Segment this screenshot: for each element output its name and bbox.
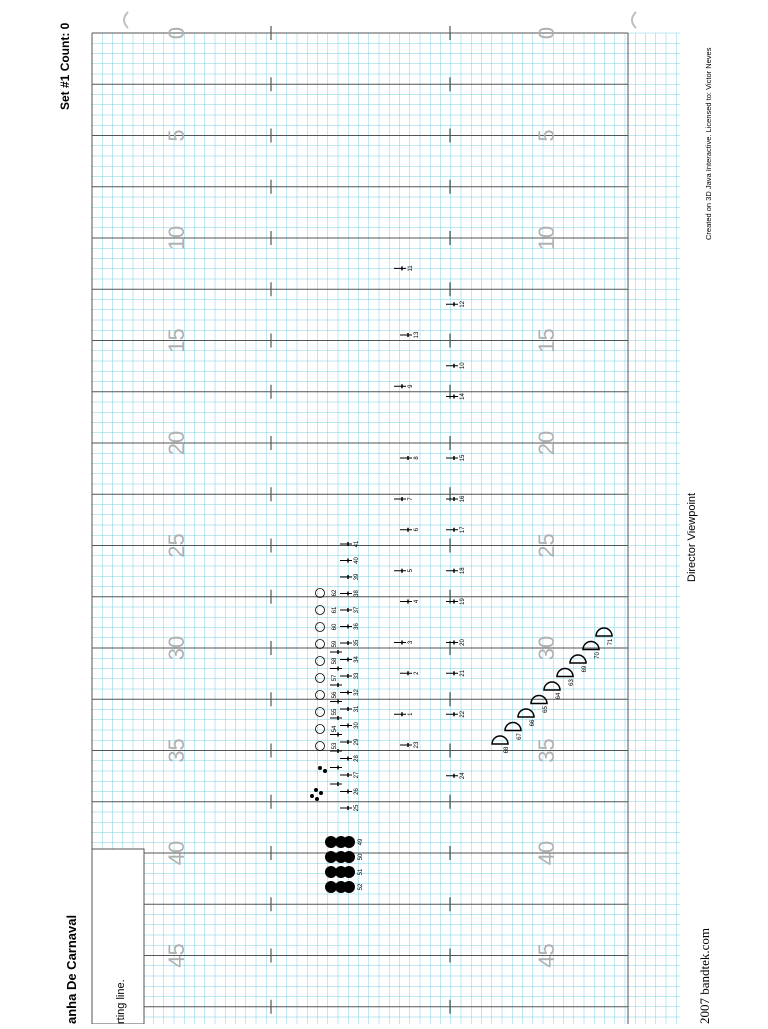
performer-label-16: 16 — [460, 495, 466, 503]
yard-number: 5 — [163, 129, 189, 142]
dot-marker — [319, 791, 323, 795]
show-title: anha De Carnaval — [64, 914, 79, 1024]
yard-number: 45 — [163, 943, 189, 968]
performer-label-34: 34 — [354, 656, 360, 663]
yard-number: 25 — [533, 533, 559, 558]
performer-66 — [518, 709, 534, 717]
performer-label-71: 71 — [608, 638, 614, 646]
performer-label-33: 33 — [354, 672, 360, 680]
performer-label-29: 29 — [354, 738, 360, 746]
performer-label-7: 7 — [408, 497, 414, 501]
performer-label-21: 21 — [460, 669, 466, 677]
performer-label-50: 50 — [358, 853, 364, 861]
performer-label-31: 31 — [354, 705, 360, 713]
performer-label-59: 59 — [332, 640, 338, 648]
performer-label-13: 13 — [414, 331, 420, 339]
performer-label-54: 54 — [332, 725, 338, 733]
performer-label-62: 62 — [332, 589, 338, 597]
performer-label-63: 63 — [569, 679, 575, 686]
performer-67 — [505, 723, 521, 731]
performer-58 — [316, 657, 325, 666]
performer-label-65: 65 — [543, 706, 549, 713]
performer-label-41: 41 — [354, 540, 360, 548]
performer-label-26: 26 — [354, 788, 360, 795]
performer-60 — [316, 623, 325, 632]
performer-label-12: 12 — [460, 300, 466, 308]
performer-label-38: 38 — [354, 590, 360, 597]
corner-arc — [632, 12, 636, 28]
performer-label-10: 10 — [460, 362, 466, 370]
performer-label-28: 28 — [354, 755, 360, 762]
performer-label-68: 68 — [504, 746, 510, 754]
yard-number: 35 — [163, 738, 189, 763]
performer-label-58: 58 — [332, 657, 338, 665]
performer-label-27: 27 — [354, 771, 360, 779]
performer-label-24: 24 — [460, 772, 466, 780]
performer-label-1: 1 — [408, 712, 414, 716]
performer-label-37: 37 — [354, 606, 360, 614]
performer-label-11: 11 — [408, 265, 414, 272]
performer-label-30: 30 — [354, 722, 360, 729]
performer-label-9: 9 — [408, 384, 414, 388]
performer-label-49: 49 — [358, 838, 364, 846]
performer-label-69: 69 — [582, 665, 588, 673]
yard-number: 40 — [163, 840, 189, 866]
performer-label-4: 4 — [414, 599, 420, 604]
performer-54 — [316, 725, 325, 734]
yard-number: 10 — [163, 225, 189, 251]
performer-label-6: 6 — [414, 528, 420, 532]
performer-label-53: 53 — [332, 742, 338, 750]
copyright-text: 2007 bandtek.com — [697, 927, 712, 1024]
performer-label-61: 61 — [332, 606, 338, 614]
performer-55 — [316, 708, 325, 717]
performer-52 — [343, 881, 355, 893]
performer-label-2: 2 — [414, 671, 420, 675]
performer-57 — [316, 674, 325, 683]
performer-label-8: 8 — [414, 456, 420, 460]
performer-label-32: 32 — [354, 689, 360, 696]
performer-label-17: 17 — [460, 526, 466, 534]
set-count-label: Set #1 Count: 0 — [58, 22, 72, 110]
performer-label-15: 15 — [460, 454, 466, 462]
yard-number: 15 — [163, 328, 189, 353]
performer-label-67: 67 — [517, 733, 523, 740]
dot-marker — [315, 797, 319, 801]
dot-marker — [318, 766, 322, 770]
performer-69 — [570, 655, 586, 663]
performer-56 — [316, 691, 325, 700]
dot-marker — [310, 794, 314, 798]
yard-number: 40 — [533, 840, 559, 866]
performer-label-51: 51 — [358, 868, 364, 876]
performer-label-22: 22 — [460, 710, 466, 718]
performer-label-36: 36 — [354, 623, 360, 630]
yard-number: 30 — [533, 635, 559, 661]
yard-number: 15 — [533, 328, 559, 353]
performer-62 — [316, 589, 325, 598]
performer-label-18: 18 — [460, 567, 466, 575]
performer-label-56: 56 — [332, 691, 338, 699]
credits-text: Created on 3D Java Interactive. Licensed to: Victor Neves — [704, 47, 713, 240]
performer-71 — [596, 628, 612, 636]
performer-label-55: 55 — [332, 708, 338, 716]
performer-label-35: 35 — [354, 639, 360, 647]
performer-label-40: 40 — [354, 557, 360, 564]
performer-label-14: 14 — [460, 393, 466, 400]
performer-label-57: 57 — [332, 674, 338, 682]
yard-number: 10 — [533, 225, 559, 251]
performer-63 — [557, 669, 573, 677]
performer-label-52: 52 — [358, 883, 364, 891]
performer-label-25: 25 — [354, 804, 360, 812]
performer-label-60: 60 — [332, 623, 338, 631]
performer-label-3: 3 — [408, 640, 414, 645]
performer-50 — [343, 851, 355, 863]
performer-49 — [343, 836, 355, 848]
performer-label-66: 66 — [530, 719, 536, 727]
performer-label-70: 70 — [595, 652, 601, 659]
corner-arc — [124, 12, 128, 28]
dot-marker — [314, 788, 318, 792]
performer-59 — [316, 640, 325, 649]
yard-number: 30 — [163, 635, 189, 661]
performer-label-23: 23 — [414, 741, 420, 749]
performer-label-20: 20 — [460, 639, 466, 646]
performer-label-19: 19 — [460, 598, 466, 605]
performer-51 — [343, 866, 355, 878]
viewpoint-label: Director Viewpoint — [686, 492, 698, 582]
performer-label-5: 5 — [408, 569, 414, 573]
yard-number: 45 — [533, 943, 559, 968]
performer-53 — [316, 742, 325, 751]
yard-number: 0 — [163, 26, 189, 40]
yard-number: 35 — [533, 738, 559, 763]
yard-number: 20 — [533, 430, 559, 456]
yard-number: 25 — [163, 533, 189, 558]
performer-label-39: 39 — [354, 573, 360, 581]
dot-marker — [323, 769, 327, 773]
note-text: rting line. — [115, 979, 127, 1024]
yard-number: 5 — [533, 129, 559, 142]
performer-label-64: 64 — [556, 692, 562, 700]
yard-number: 20 — [163, 430, 189, 456]
yard-number: 0 — [533, 26, 559, 40]
